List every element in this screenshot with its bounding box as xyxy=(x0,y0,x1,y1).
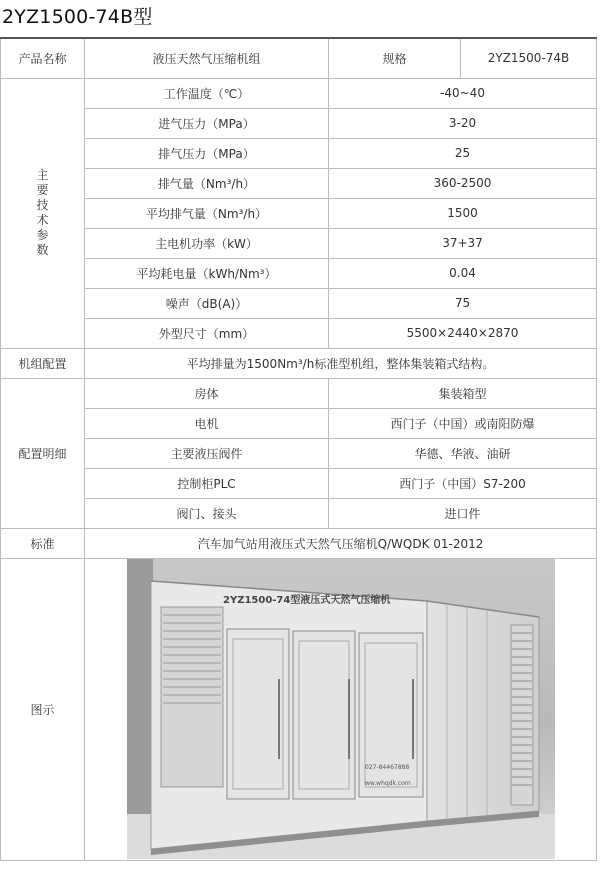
detail-item-label: 房体 xyxy=(85,378,329,408)
tech-param-value: 0.04 xyxy=(329,258,597,288)
config-value: 平均排量为1500Nm³/h标准型机组，整体集装箱式结构。 xyxy=(85,348,597,378)
tech-row xyxy=(1,198,597,228)
tech-param-label: 排气量（Nm³/h） xyxy=(85,168,329,198)
standard-value: 汽车加气站用液压式天然气压缩机Q/WQDK 01-2012 xyxy=(85,528,597,558)
detail-group-label: 配置明细 xyxy=(1,378,85,528)
tech-param-value: 3-20 xyxy=(329,108,597,138)
detail-item-value: 西门子（中国）S7-200 xyxy=(329,468,597,498)
tech-param-label: 工作温度（℃） xyxy=(85,78,329,108)
tech-row xyxy=(1,108,597,138)
tech-row xyxy=(1,318,597,348)
spec-value: 2YZ1500-74B xyxy=(461,38,597,78)
tech-param-label: 平均耗电量（kWh/Nm³） xyxy=(85,258,329,288)
detail-item-label: 阀门、接头 xyxy=(85,498,329,528)
tech-group-vertical-label: 主 要 技 术 参 数 xyxy=(36,168,49,257)
detail-row xyxy=(1,468,597,498)
page-title: 2YZ1500-74B型 xyxy=(2,6,153,28)
spec-label: 规格 xyxy=(329,38,461,78)
unit-marking: 2YZ1500-74型液压式天然气压缩机 xyxy=(222,595,390,606)
detail-item-label: 控制柜PLC xyxy=(85,468,329,498)
figure-cell xyxy=(85,558,597,860)
tech-param-label: 外型尺寸（mm） xyxy=(85,318,329,348)
tech-param-label: 平均排气量（Nm³/h） xyxy=(85,198,329,228)
tech-row xyxy=(1,228,597,258)
detail-item-value: 华德、华液、油研 xyxy=(329,438,597,468)
config-label: 机组配置 xyxy=(1,348,85,378)
tech-group-label xyxy=(1,78,85,348)
detail-item-label: 电机 xyxy=(85,408,329,438)
figure-label: 图示 xyxy=(1,558,85,860)
tech-param-value: -40~40 xyxy=(329,78,597,108)
tech-param-label: 噪声（dB(A)） xyxy=(85,288,329,318)
tech-param-label: 进气压力（MPa） xyxy=(85,108,329,138)
tech-param-value: 37+37 xyxy=(329,228,597,258)
detail-row xyxy=(1,438,597,468)
detail-item-value: 进口件 xyxy=(329,498,597,528)
standard-row xyxy=(1,528,597,558)
tech-param-value: 1500 xyxy=(329,198,597,228)
detail-row xyxy=(1,408,597,438)
detail-item-value: 西门子（中国）或南阳防爆 xyxy=(329,408,597,438)
detail-row xyxy=(1,378,597,408)
standard-label: 标准 xyxy=(1,528,85,558)
tech-param-value: 25 xyxy=(329,138,597,168)
web-marking: ww.whqdk.com xyxy=(364,780,411,787)
detail-item-value: 集装箱型 xyxy=(329,378,597,408)
product-name-label: 产品名称 xyxy=(1,38,85,78)
product-name-value: 液压天然气压缩机组 xyxy=(85,38,329,78)
tech-row xyxy=(1,168,597,198)
product-row xyxy=(1,38,597,78)
compressor-photo xyxy=(127,559,555,859)
detail-row xyxy=(1,498,597,528)
figure-row xyxy=(1,558,597,860)
tech-param-label: 主电机功率（kW） xyxy=(85,228,329,258)
detail-item-label: 主要液压阀件 xyxy=(85,438,329,468)
tech-param-value: 5500×2440×2870 xyxy=(329,318,597,348)
spec-table xyxy=(0,37,597,861)
tech-row xyxy=(1,138,597,168)
tech-row xyxy=(1,288,597,318)
tech-row xyxy=(1,258,597,288)
tech-row xyxy=(1,78,597,108)
tech-param-label: 排气压力（MPa） xyxy=(85,138,329,168)
tech-param-value: 75 xyxy=(329,288,597,318)
config-row xyxy=(1,348,597,378)
phone-marking: 027-84467888 xyxy=(364,764,409,771)
tech-param-value: 360-2500 xyxy=(329,168,597,198)
